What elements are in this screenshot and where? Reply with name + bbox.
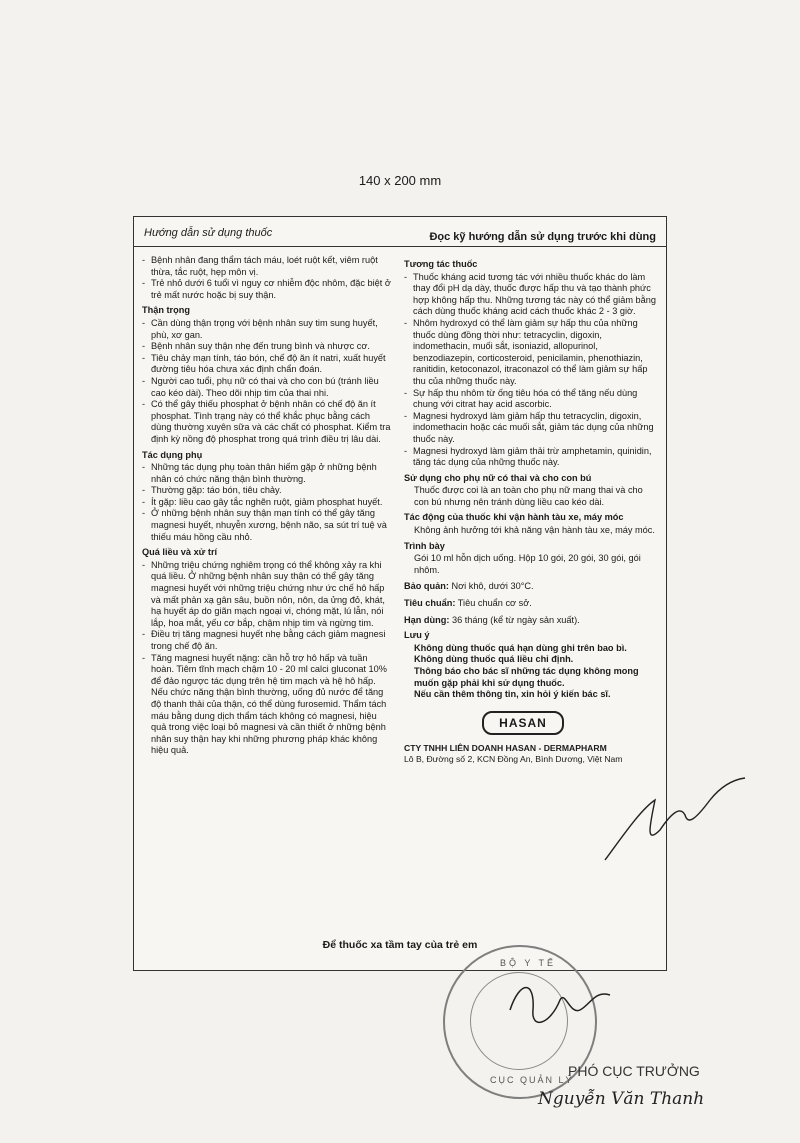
- section-title-tac-dung-phu: Tác dụng phụ: [142, 449, 203, 460]
- header-divider: [134, 246, 666, 247]
- section-title-van-hanh: Tác động của thuốc khi vận hành tàu xe, máy móc: [404, 512, 624, 523]
- section-text: Gói 10 ml hỗn dịch uống. Hộp 10 gói, 20 gói, 30 gói, gói nhôm.: [414, 553, 641, 575]
- left-column: [142, 255, 392, 757]
- list-item: - Bệnh nhân suy thận nhẹ đến trung bình và nhược cơ.: [142, 341, 392, 353]
- list-item: - Ở những bệnh nhân suy thận mạn tính có thể gây tăng magnesi huyết, nhuyễn xương, bệnh não, sa sút trí tuệ và thiếu máu hồng cầu nhỏ.: [142, 508, 392, 543]
- header-left: Hướng dẫn sử dụng thuốc: [144, 227, 273, 239]
- section-title-luu-y: Lưu ý: [404, 630, 430, 641]
- list-item: - Trẻ nhỏ dưới 6 tuổi vì nguy cơ nhiễm độc nhôm, đặc biệt ở trẻ mất nước hoặc bị suy thận.: [142, 278, 392, 301]
- note-line: Không dùng thuốc quá liều chỉ định.: [414, 654, 574, 665]
- list-item: - Thường gặp: táo bón, tiêu chảy.: [142, 485, 392, 497]
- company-name: CTY TNHH LIÊN DOANH HASAN - DERMAPHARM: [404, 742, 607, 753]
- section-text: Không ảnh hưởng tới khả năng vận hành tàu xe, máy móc.: [414, 525, 655, 536]
- signature-icon: [600, 770, 750, 870]
- section-title-trinh-bay: Trình bày: [404, 540, 445, 551]
- list-item: - Ít gặp: liều cao gây tắc nghẽn ruột, giảm phosphat huyết.: [142, 497, 392, 509]
- section-title-tuong-tac: Tương tác thuốc: [404, 259, 478, 269]
- standard-line: Tiêu chuẩn: Tiêu chuẩn cơ sở.: [404, 598, 532, 609]
- list-item: - Những triệu chứng nghiêm trọng có thể không xảy ra khi quá liều. Ở những bệnh nhân suy thận có thể gây tăng magnesi huyết với những triệu chứng như ức chế hô hấp và mất phản xạ gân sâu, buồn nôn, nôn, da ửng đỏ, khát, hạ huyết áp do giãn mạch ngoại vi, chóng mặt, lú lẫn, nói lắp, hoa mắt, yếu cơ bắp, chậm nhịp tim và ngừng tim.: [142, 560, 392, 630]
- leaflet: [133, 216, 667, 971]
- section-text: Thuốc được coi là an toàn cho phụ nữ mang thai và cho con bú nhưng nên tránh dùng liều cao kéo dài.: [414, 485, 643, 507]
- list-item: - Có thể gây thiếu phosphat ở bệnh nhân có chế độ ăn ít phosphat. Tình trạng này có thể khắc phục bằng cách dùng thường xuyên sữa và các chất có phosphat. Kiểm tra định kỳ nồng độ phosphat trong quá trình điều trị lâu dài.: [142, 399, 392, 445]
- official-signature-icon: [505, 970, 615, 1040]
- list-item: - Những tác dụng phụ toàn thân hiếm gặp ở những bệnh nhân có chức năng thận bình thường.: [142, 462, 392, 485]
- list-item: - Tăng magnesi huyết nặng: cần hỗ trợ hô hấp và tuần hoàn. Tiêm tĩnh mạch chậm 10 - 20 ml calci gluconat 10% để đảo ngược tác dụng trên hệ tim mạch và hệ hô hấp. Nếu chức năng thận bình thường, uống đủ nước để tăng độ thanh thải của thận, có thể dùng furosemid. Thẩm tách máu bằng dung dịch thẩm tách không có magnesi, hiệu quả trong việc loại bỏ magnesi và cần thiết ở những bệnh nhân suy thận hay khi những phương pháp khác không hiệu quả.: [142, 653, 392, 757]
- note-line: Thông báo cho bác sĩ những tác dụng không mong muốn gặp phải khi sử dụng thuốc.: [414, 666, 639, 688]
- header-right: Đọc kỹ hướng dẫn sử dụng trước khi dùng: [429, 231, 656, 243]
- stamp-top-text: BỘ Y TẾ: [500, 958, 557, 968]
- list-item: - Cần dùng thận trọng với bệnh nhân suy tim sung huyết, phù, xơ gan.: [142, 318, 392, 341]
- note-line: Nếu cần thêm thông tin, xin hỏi ý kiến bác sĩ.: [414, 689, 611, 700]
- section-title-than-trong: Thận trọng: [142, 305, 190, 316]
- signoff-title: PHÓ CỤC TRƯỞNG: [568, 1063, 700, 1079]
- list-item: - Magnesi hydroxyd làm giảm thải trừ amphetamin, quinidin, tăng tác dụng của những thuốc này.: [404, 446, 659, 469]
- section-title-qua-lieu: Quá liều và xử trí: [142, 547, 218, 558]
- hasan-logo: HASAN: [482, 711, 564, 735]
- section-title-phu-nu: Sử dụng cho phụ nữ có thai và cho con bú: [404, 472, 592, 483]
- signoff-name: Nguyễn Văn Thanh: [538, 1089, 705, 1109]
- footer-warning: Để thuốc xa tầm tay của trẻ em: [322, 939, 478, 951]
- note-line: Không dùng thuốc quá hạn dùng ghi trên bao bì.: [414, 642, 627, 653]
- storage-line: Bảo quản: Nơi khô, dưới 30°C.: [404, 581, 534, 592]
- list-item: - Sự hấp thu nhôm từ ống tiêu hóa có thể tăng nếu dùng chung với citrat hay acid ascorbic.: [404, 388, 659, 411]
- list-item: - Bệnh nhân đang thẩm tách máu, loét ruột kết, viêm ruột thừa, tắc ruột, hẹp môn vị.: [142, 255, 392, 278]
- list-item: - Nhôm hydroxyd có thể làm giảm sự hấp thu của những thuốc dùng đồng thời như: tetracyclin, digoxin, indomethacin, muối sắt, isoniazid, allopurinol, benzodiazepin, corticosteroid, penicilamin, phenothiazin, ranitidin, ketoconazol, itraconazol có thể làm giảm sự hấp thu của những thuốc này.: [404, 318, 659, 388]
- page-size-label: 140 x 200 mm: [358, 173, 442, 188]
- list-item: - Thuốc kháng acid tương tác với nhiều thuốc khác do làm thay đổi pH dạ dày, thuốc được hấp thu và tạo thành phức hợp không hấp thu. Những tương tác này có thể giảm bằng cách dùng thuốc kháng acid cách thuốc khác 2 - 3 giờ.: [404, 272, 659, 318]
- stamp-bottom-text: CỤC QUẢN LÝ: [490, 1075, 574, 1085]
- company-address: Lô B, Đường số 2, KCN Đồng An, Bình Dương, Việt Nam: [404, 754, 623, 765]
- list-item: - Tiêu chảy mạn tính, táo bón, chế độ ăn ít natri, xuất huyết đường tiêu hóa chưa xác định chẩn đoán.: [142, 353, 392, 376]
- list-item: - Magnesi hydroxyd làm giảm hấp thu tetracyclin, digoxin, indomethacin hoặc các muối sắt, giảm tác dụng của những thuốc này.: [404, 411, 659, 446]
- list-item: - Người cao tuổi, phụ nữ có thai và cho con bú (tránh liều cao kéo dài). Theo dõi nhịp tim của thai nhi.: [142, 376, 392, 399]
- list-item: - Điều trị tăng magnesi huyết nhẹ bằng cách giảm magnesi trong chế độ ăn.: [142, 629, 392, 652]
- leaflet-header: [144, 225, 656, 245]
- right-column: [404, 255, 659, 766]
- expiry-line: Hạn dùng: 36 tháng (kể từ ngày sản xuất).: [404, 614, 580, 625]
